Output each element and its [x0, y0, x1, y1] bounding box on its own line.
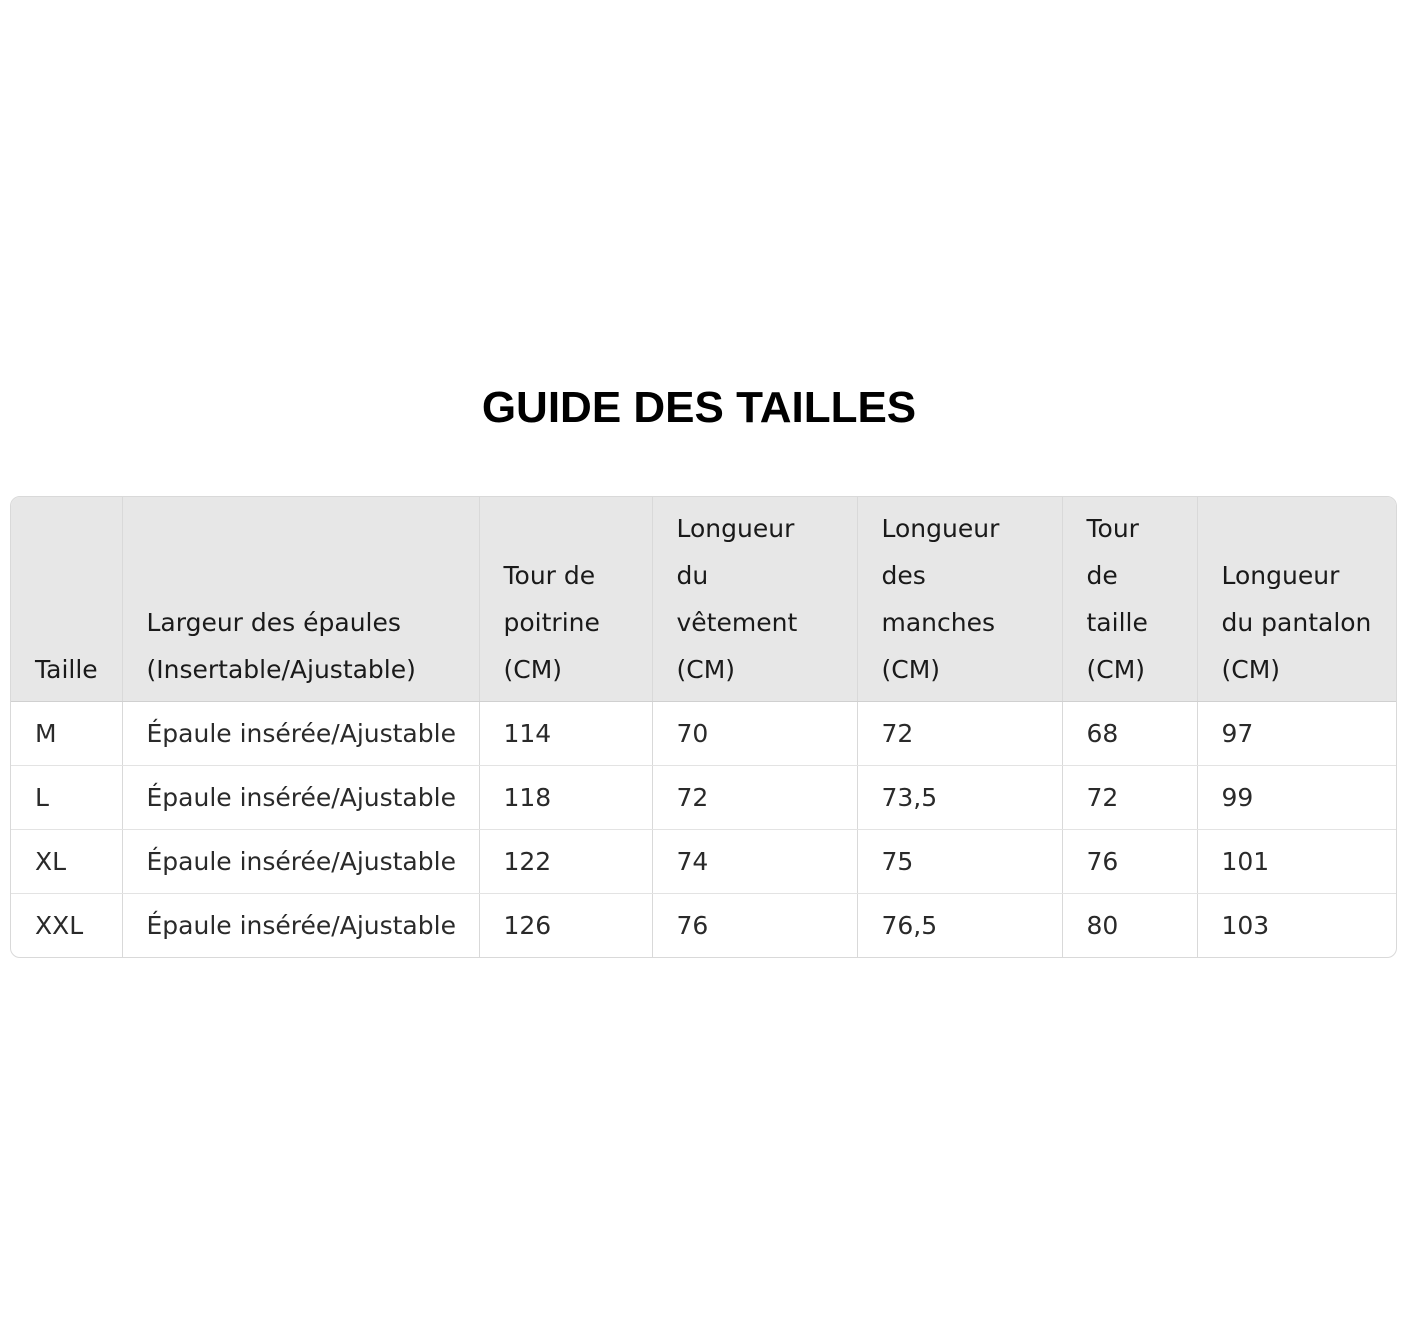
table-row	[11, 829, 1397, 893]
cell-longueur-manches: 75	[857, 829, 1062, 893]
cell-tour-poitrine: 114	[479, 701, 652, 765]
cell-tour-poitrine: 118	[479, 765, 652, 829]
cell-largeur-epaules: Épaule insérée/Ajustable	[122, 829, 479, 893]
header-longueur-manches: Longueur des manches (CM)	[857, 497, 1062, 701]
cell-tour-poitrine: 122	[479, 829, 652, 893]
cell-tour-taille: 72	[1062, 765, 1197, 829]
cell-tour-taille: 80	[1062, 893, 1197, 957]
cell-longueur-manches: 76,5	[857, 893, 1062, 957]
cell-largeur-epaules: Épaule insérée/Ajustable	[122, 765, 479, 829]
cell-longueur-vetement: 76	[652, 893, 857, 957]
table-row	[11, 765, 1397, 829]
cell-longueur-pantalon: 103	[1221, 910, 1270, 940]
header-largeur-epaules: Largeur des épaules (Insertable/Ajustable)	[122, 497, 479, 701]
cell-longueur-pantalon: 101	[1197, 829, 1397, 893]
cell-taille: L	[11, 765, 122, 829]
header-longueur-vetement: Longueur du vêtement (CM)	[652, 497, 857, 701]
cell-taille: M	[11, 701, 122, 765]
cell-longueur-manches: 72	[857, 701, 1062, 765]
cell-taille: XXL	[11, 893, 122, 957]
cell-longueur-vetement: 74	[652, 829, 857, 893]
cell-tour-poitrine: 126	[479, 893, 652, 957]
cell-longueur-pantalon: 97	[1197, 701, 1397, 765]
header-longueur-pantalon: Longueur du pantalon (CM)	[1197, 497, 1397, 701]
cell-largeur-epaules: Épaule insérée/Ajustable	[122, 893, 479, 957]
table-row	[11, 893, 1397, 957]
size-guide-table	[10, 496, 1397, 958]
cell-longueur-manches: 73,5	[857, 765, 1062, 829]
cell-longueur-pantalon: 99	[1197, 765, 1397, 829]
cell-longueur-vetement: 70	[652, 701, 857, 765]
cell-tour-taille: 68	[1062, 701, 1197, 765]
header-taille: Taille	[11, 497, 122, 701]
header-tour-taille: Tour de taille (CM)	[1062, 497, 1197, 701]
cell-largeur-epaules: Épaule insérée/Ajustable	[122, 701, 479, 765]
table-row	[11, 701, 1397, 765]
page-title: GUIDE DES TAILLES	[481, 383, 917, 432]
header-row	[11, 497, 1397, 701]
cell-longueur-vetement: 72	[652, 765, 857, 829]
cell-taille: XL	[11, 829, 122, 893]
cell-tour-taille: 76	[1062, 829, 1197, 893]
header-tour-poitrine: Tour de poitrine (CM)	[479, 497, 652, 701]
